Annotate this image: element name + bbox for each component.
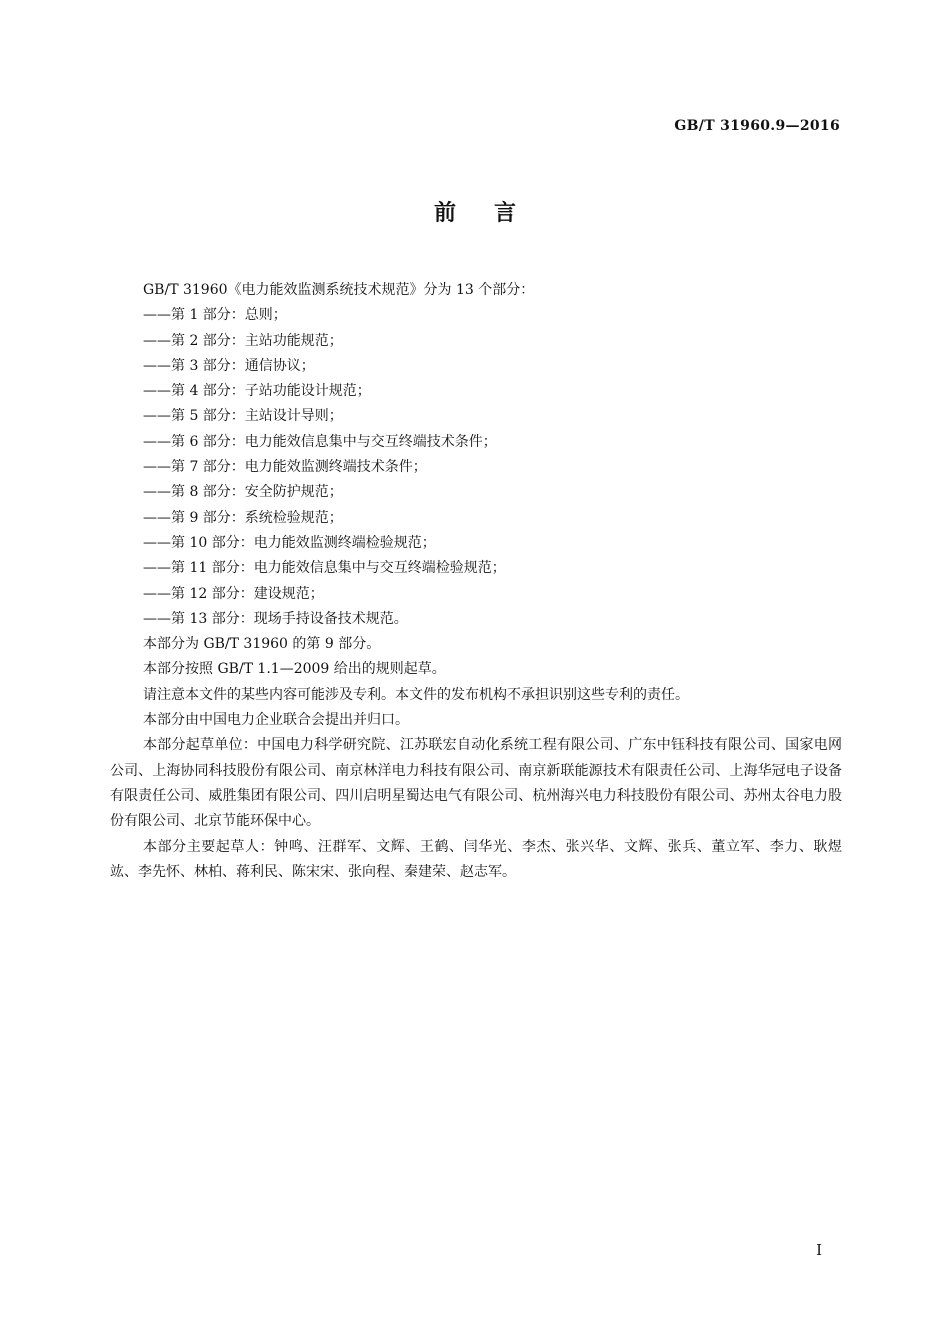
- list-item: ——第 2 部分：主站功能规范；: [143, 332, 343, 349]
- standard-number: GB/T 31960.9—2016: [674, 118, 840, 134]
- list-item: ——第 1 部分：总则；: [143, 307, 287, 324]
- list-item: ——第 8 部分：安全防护规范；: [143, 484, 343, 501]
- list-item: ——第 9 部分：系统检验规范；: [143, 509, 343, 526]
- list-item: ——第 13 部分：现场手持设备技术规范。: [143, 610, 408, 627]
- patent-notice: 请注意本文件的某些内容可能涉及专利。本文件的发布机构不承担识别这些专利的责任。: [143, 686, 689, 703]
- list-item: ——第 11 部分：电力能效信息集中与交互终端检验规范；: [143, 560, 506, 577]
- drafting-rules-statement: 本部分按照 GB/T 1.1—2009 给出的规则起草。: [143, 661, 446, 678]
- page-number: I: [816, 1241, 822, 1259]
- foreword-body: [110, 278, 842, 885]
- page-title: 前言: [433, 201, 554, 226]
- list-item: ——第 10 部分：电力能效监测终端检验规范；: [143, 534, 436, 551]
- list-item: ——第 12 部分：建设规范；: [143, 585, 324, 602]
- parts-list: [110, 303, 842, 632]
- list-item: ——第 7 部分：电力能效监测终端技术条件；: [143, 459, 427, 476]
- proposer-statement: 本部分由中国电力企业联合会提出并归口。: [143, 712, 409, 729]
- list-item: ——第 5 部分：主站设计导则；: [143, 408, 343, 425]
- list-item: ——第 3 部分：通信协议；: [143, 357, 315, 374]
- drafters: 本部分主要起草人：钟鸣、汪群军、文辉、王鹤、闫华光、李杰、张兴华、文辉、张兵、董立军、李力、耿煜竑、李先怀、林柏、蒋利民、陈宋宋、张向程、秦建荣、赵志军。: [110, 838, 842, 880]
- intro-paragraph: GB/T 31960《电力能效监测系统技术规范》分为 13 个部分：: [143, 282, 535, 298]
- list-item: ——第 6 部分：电力能效信息集中与交互终端技术条件；: [143, 433, 497, 450]
- drafting-organizations: 本部分起草单位：中国电力科学研究院、江苏联宏自动化系统工程有限公司、广东中钰科技有限公司、国家电网公司、上海协同科技股份有限公司、南京林洋电力科技有限公司、南京新联能源技术有限责任公司、上海华冠电子设备有限责任公司、威胜集团有限公司、四川启明星蜀达电气有限公司、杭州海兴电力科技股份有限公司、苏州太谷电力股份有限公司、北京节能环保中心。: [110, 737, 842, 830]
- part-statement: 本部分为 GB/T 31960 的第 9 部分。: [143, 636, 381, 653]
- list-item: ——第 4 部分：子站功能设计规范；: [143, 383, 371, 400]
